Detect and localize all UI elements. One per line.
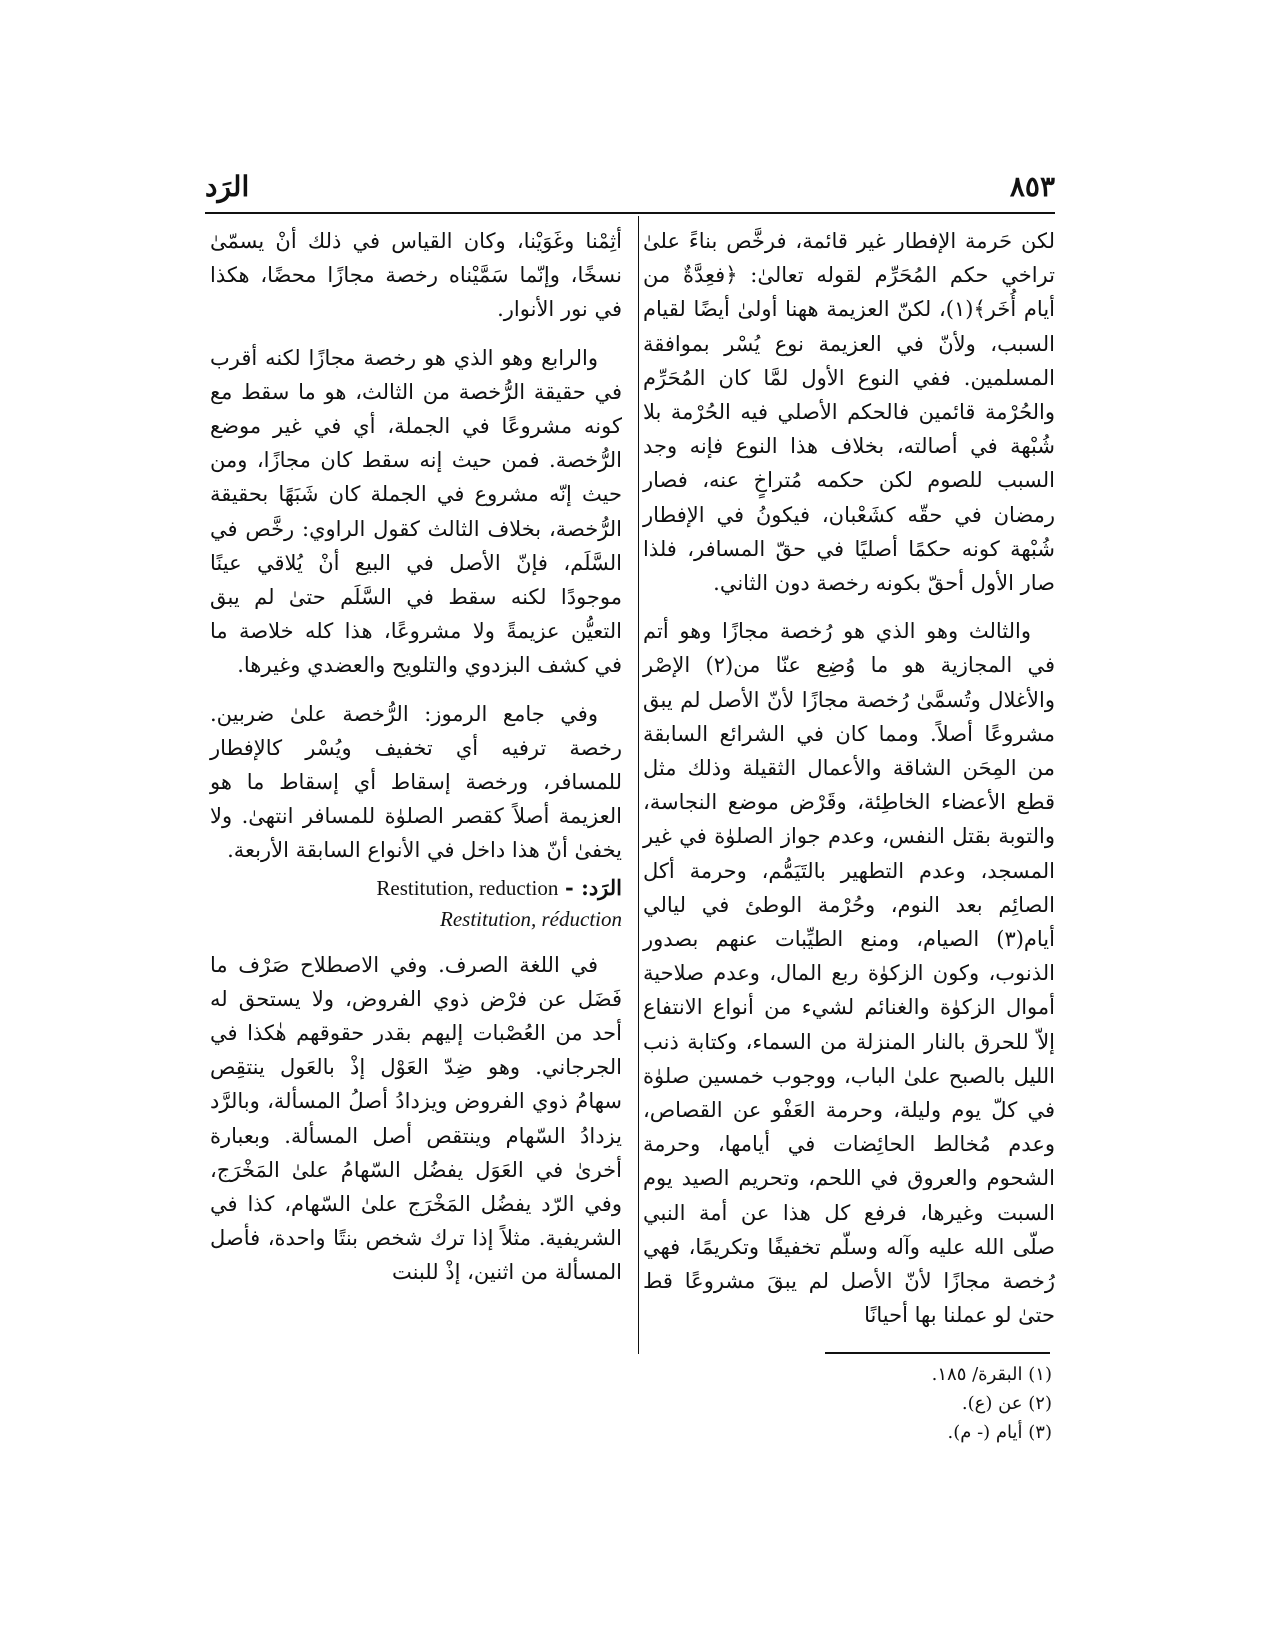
footnote-rule — [825, 1352, 1050, 1354]
term-arabic: الرَد: - — [565, 874, 622, 900]
paragraph: والرابع وهو الذي هو رخصة مجازًا لكنه أقرب في حقيقة الرُّخصة من الثالث، هو ما سقط مع كونه مشروعًا في الجملة، أي في غير موضع الرُّخصة. فمن حيث إنه سقط كان مجازًا، ومن حيث إنّه مشروع في الجملة كان شَبَهًا بحقيقة الرُّخصة، بخلاف الثالث كقول الراوي: رخَّص في السَّلَم، فإنّ الأصل في البيع أنْ يُلاقي عينًا موجودًا لكنه سقط في السَّلَم حتىٰ لم يبق التعيُّن عزيمةً ولا مشروعًا، هذا كله خلاصة ما في كشف البزدوي والتلويح والعضدي وغيرها. — [210, 345, 622, 678]
term-entry — [210, 872, 622, 934]
paragraph-gap — [210, 327, 622, 341]
paragraph: في اللغة الصرف. وفي الاصطلاح صَرْف ما فَضَل عن فرْض ذوي الفروض، ولا يستحق له أحد من العُصْبات إليهم بقدر حقوقهم هٰكذا في الجرجاني. وهو ضِدّ العَوْل إذْ بالعَول ينتقِص سهامُ ذوي الفروض ويزدادُ أصلُ المسألة، وبالرَّد يزدادُ السّهام وينتقص أصل المسألة. وبعبارة أخرىٰ في العَوَل يفضُل السّهامُ علىٰ المَخْرَج، وفي الرّد يفضُل المَخْرَج علىٰ السّهام، كذا في الشريفية. مثلاً إذا ترك شخص بنتًا واحدة، فأصل المسألة من اثنين، إذْ للبنت — [210, 952, 622, 1285]
head-word: الرَد — [205, 170, 250, 203]
paragraph-gap — [210, 934, 622, 948]
term-headline — [210, 872, 622, 904]
term-french: Restitution, réduction — [440, 906, 622, 931]
paragraph: والثالث وهو الذي هو رُخصة مجازًا وهو أتم في المجازية هو ما وُضِع عنّا من(٢) الإصْر والأغلال وتُسمَّىٰ رُخصة مجازًا لأنّ الأصل لم يبق مشروعًا أصلاً. ومما كان في الشرائع السابقة من المِحَن الشاقة والأعمال الثقيلة وذلك مثل قطع الأعضاء الخاطِئة، وقَرْض موضع النجاسة، والتوبة بقتل النفس، وعدم جواز الصلوٰة في غير المسجد، وعدم التطهير بالتَيَمُّم، وحرمة أكل الصائِم بعد النوم، وحُرْمة الوطئ في ليالي أيام(٣) الصيام، ومنع الطيِّبات عنهم بصدور الذنوب، وكون الزكوٰة ربع المال، وعدم صلاحية أموال الزكوٰة والغنائم لشيء من أنواع الانتفاع إلاّ للحرق بالنار المنزلة من السماء، وكتابة ذنب الليل بالصبح علىٰ الباب، ووجوب خمسين صلوٰة في كلّ يوم وليلة، وحرمة العَفْو عن القصاص، وعدم مُخالط الحائِضات في أيامها، وحرمة الشحوم والعروق في اللحم، وتحريم الصيد يوم السبت وغيرها، فرفع كل هذا عن أمة النبي صلّى الله عليه وآله وسلّم تخفيفًا وتكريمًا، فهي رُخصة مجازًا لأنّ الأصل لم يبقَ مشروعًا قط حتىٰ لو عملنا بها أحيانًا — [643, 619, 1056, 1328]
column-divider — [638, 216, 639, 1354]
footnotes — [640, 1360, 1052, 1447]
paragraph-gap — [210, 683, 622, 697]
paragraph: لكن حَرمة الإفطار غير قائمة، فرخَّص بناءً علىٰ تراخي حكم المُحَرِّم لقوله تعالىٰ: ﴿فعِدَّةٌ من أيام أُخَر﴾(١)، لكنّ العزيمة ههنا أولىٰ أيضًا لقيام السبب، ولأنّ في العزيمة نوع يُسْر بموافقة المسلمين. ففي النوع الأول لمَّا كان المُحَرِّم والحُرْمة قائمين فالحكم الأصلي فيه الحُرْمة بلا شُبْهة في أصالته، بخلاف هذا النوع فإنه وجد السبب للصوم لكن حكمه مُتراخٍ عنه، فصار رمضان في حقّه كشَعْبان، فيكونُ في الإفطار شُبْهة كونه حكمًا أصليًا في حقّ المسافر، فلذا صار الأول أحقّ بكونه رخصة دون الثاني. — [643, 229, 1055, 596]
term-english: Restitution, reduction — [376, 875, 559, 900]
running-head — [205, 170, 1055, 206]
header-rule — [205, 212, 1055, 214]
paragraph: أثِمْنا وغَوَيْنا، وكان القياس في ذلك أنْ يسمّىٰ نسخًا، وإنّما سَمَّيْناه رخصة مجازًا محضًا، هكذا في نور الأنوار. — [210, 229, 622, 322]
paragraph: وفي جامع الرموز: الرُّخصة علىٰ ضربين. رخصة ترفيه أي تخفيف ويُسْر كالإفطار للمسافر، ورخصة إسقاط أي إسقاط ما هو العزيمة أصلاً كقصر الصلوٰة للمسافر انتهىٰ. ولا يخفىٰ أنّ هذا داخل في الأنواع السابقة الأربعة. — [210, 701, 622, 863]
footnote: (١) البقرة/ ١٨٥. — [931, 1364, 1052, 1385]
footnote: (٣) أيام (- م). — [947, 1422, 1052, 1443]
page-number: ٨٥٣ — [1009, 170, 1055, 203]
left-column — [210, 224, 622, 1290]
paragraph-gap — [643, 600, 1055, 614]
right-column — [643, 224, 1055, 1333]
footnote: (٢) عن (ع). — [961, 1393, 1052, 1414]
